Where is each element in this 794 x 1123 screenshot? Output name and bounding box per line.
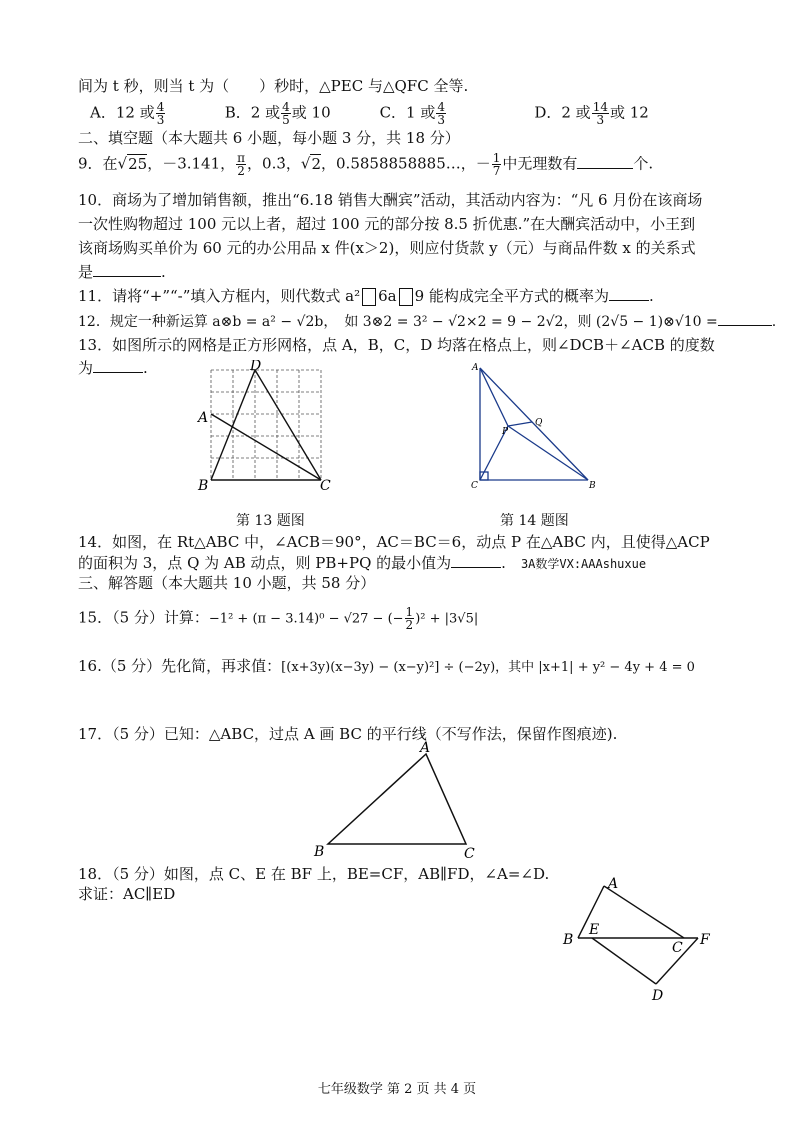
fig13-label-d: D — [250, 360, 262, 374]
section-2-heading: 二、填空题（本大题共 6 小题，每小题 3 分，共 18 分） — [78, 129, 460, 147]
q8-stem: 间为 t 秒，则当 t 为（ ）秒时，△PEC 与△QFC 全等. — [78, 77, 469, 95]
q10-line-3: 该商场购买单价为 60 元的办公用品 x 件(x＞2)，则应付货款 y（元）与商品件数 x 的关系式 — [78, 239, 696, 257]
fig14-label-b: B — [589, 481, 596, 491]
q11-box-2 — [399, 288, 413, 306]
q10-line-4: 是 . — [78, 263, 166, 281]
fig14-caption: 第 14 题图 — [500, 513, 569, 529]
fig13-label-a: A — [198, 410, 209, 426]
fig18-label-a: A — [608, 876, 619, 892]
q15: 15．（5 分）计算：−1² + (π − 3.14)⁰ − √27 − (− $\frac{1}{2}$ )² + |3√5| — [78, 605, 479, 632]
figure-13 — [196, 360, 346, 494]
watermark: 3A数学VX:AAAshuxue — [520, 557, 647, 571]
fig13-label-c: C — [320, 478, 331, 494]
q18-line-1: 18．（5 分）如图，点 C、E 在 BF 上，BE=CF，AB∥FD，∠A=∠D. — [78, 865, 550, 883]
figure-14 — [462, 362, 612, 492]
q13-line-2: 为 . — [78, 359, 148, 377]
q13-line-1: 13．如图所示的网格是正方形网格，点 A，B，C，D 均落在格点上，则∠DCB＋∠ACB 的度数 — [78, 336, 715, 354]
fig14-label-q: Q — [535, 418, 543, 428]
fig13-caption: 第 13 题图 — [236, 513, 305, 529]
fig13-label-b: B — [198, 478, 209, 494]
fig18-label-e: E — [589, 922, 600, 938]
page-footer: 七年级数学 第 2 页 共 4 页 — [317, 1082, 477, 1097]
q8-options — [90, 101, 649, 126]
fig18-label-b: B — [563, 932, 574, 948]
fig14-label-c: C — [471, 481, 478, 491]
q18-line-2: 求证：AC∥ED — [78, 885, 176, 903]
q8-option-d: D．2 或 $\frac{14}{3}$ 或 12 — [534, 100, 649, 127]
fig17-label-b: B — [314, 844, 325, 860]
q14-line-2: 的面积为 3，点 Q 为 AB 动点，则 PB+PQ 的最小值为 . 3A数学VX:AAAshuxue — [78, 554, 647, 572]
fig14-label-a: A — [472, 363, 479, 373]
section-3-heading: 三、解答题（本大题共 10 小题，共 58 分） — [78, 574, 376, 592]
fig17-label-a: A — [420, 740, 431, 756]
fig14-label-p: P — [502, 427, 509, 437]
q10-line-1: 10．商场为了增加销售额，推出“6.18 销售大酬宾”活动，其活动内容为：“凡 6 月份在该商场 — [78, 191, 703, 209]
fig18-label-f: F — [700, 932, 710, 948]
q8-option-a: A．12 或 $\frac{4}{3}$ — [90, 100, 165, 127]
q12: 12．规定一种新运算 a⊗b = a² − √2b， 如 3⊗2 = 3² − √2×2 = 9 − 2√2，则 (2√5 − 1)⊗√10 = . — [78, 311, 776, 332]
q14-line-1: 14．如图，在 Rt△ABC 中，∠ACB＝90°，AC＝BC＝6，动点 P 在△ABC 内，且使得△ACP — [78, 533, 710, 551]
q16: 16.（5 分）先化简，再求值：[(x+3y)(x−3y) − (x−y)²] ÷ (−2y)，其中 |x+1| + y² − 4y + 4 = 0 — [78, 657, 695, 675]
q8-option-b: B．2 或 $\frac{4}{5}$ 或 10 — [224, 100, 331, 127]
q9: 9．在√25，－3.141， $\frac{\pi}{2}$ ，0.3̇，√2，0.5858858885…，－ $\frac{1}{7}$ 中无理数有 个. — [78, 151, 654, 178]
q10-line-2: 一次性购物超过 100 元以上者，超过 100 元的部分按 8.5 折优惠.”在大酬宾活动中，小王到 — [78, 215, 696, 233]
fig17-label-c: C — [464, 846, 475, 862]
q11: 11．请将“+”“-”填入方框内，则代数式 a² 6a 9 能构成完全平方式的概率为 . — [78, 287, 654, 305]
q11-box-1 — [362, 288, 376, 306]
fig18-label-c: C — [672, 940, 683, 956]
figure-18 — [560, 872, 720, 1006]
fig18-label-d: D — [652, 988, 664, 1004]
q8-option-c: C．1 或 $\frac{4}{3}$ — [379, 100, 445, 127]
q17: 17．（5 分）已知：△ABC，过点 A 画 BC 的平行线（不写作法，保留作图痕迹). — [78, 725, 618, 743]
figure-17 — [310, 740, 490, 862]
